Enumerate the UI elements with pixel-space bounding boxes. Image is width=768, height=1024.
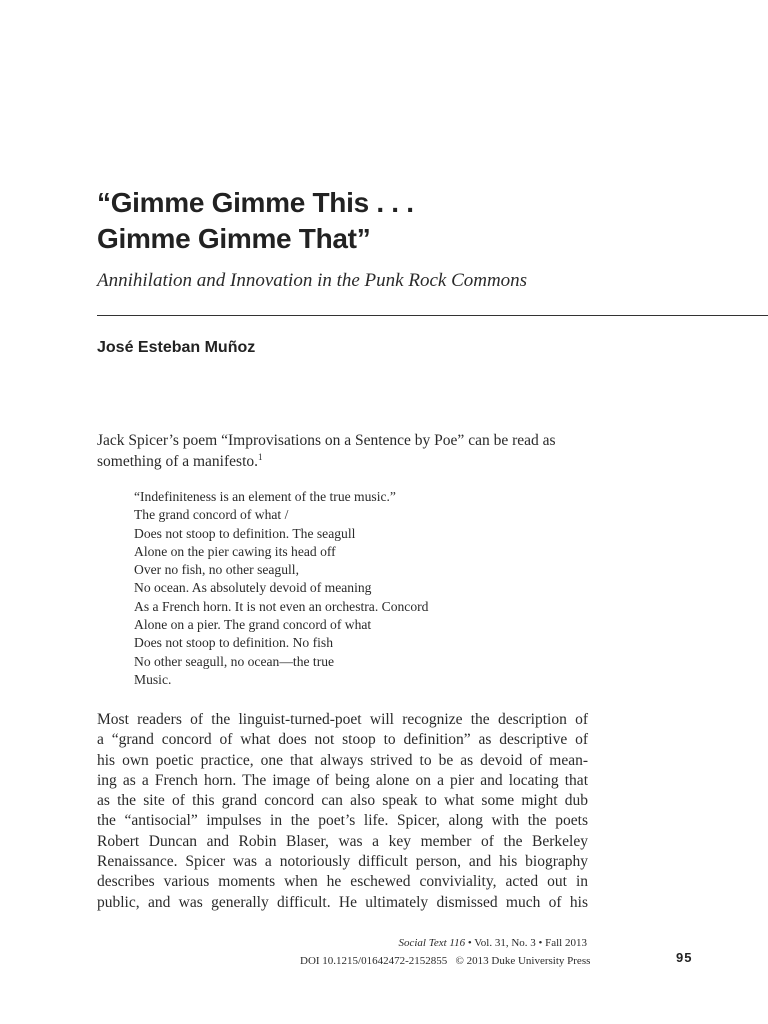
poem-block-quote [134, 488, 428, 689]
body-line: Most readers of the linguist-turned-poet will recognize the description of [97, 711, 588, 728]
poem-line: The grand concord of what / [134, 507, 289, 523]
poem-line: No ocean. As absolutely devoid of meaning [134, 580, 372, 596]
body-line: a “grand concord of what does not stoop to definition” as descriptive of [97, 731, 588, 749]
intro-line-2 [97, 451, 592, 472]
doi: DOI 10.1215/01642472-2152855 [300, 955, 448, 967]
article-subtitle: Annihilation and Innovation in the Punk Rock Commons [97, 270, 528, 291]
copyright: © 2013 Duke University Press [455, 955, 591, 967]
poem-line: Alone on a pier. The grand concord of what [134, 617, 372, 633]
poem-line: Over no fish, no other seagull, [134, 562, 299, 578]
body-line: ing as a French horn. The image of being alone on a pier and locating that [97, 771, 588, 789]
journal-issue: • Vol. 31, No. 3 • Fall 2013 [465, 937, 587, 949]
intro-line-1: Jack Spicer’s poem “Improvisations on a Sentence by Poe” can be read as [97, 432, 556, 449]
poem-line: Music. [134, 671, 172, 687]
article-title-line-1: “Gimme Gimme This . . . [97, 187, 414, 218]
poem-line: No other seagull, no ocean—the true [134, 653, 335, 669]
body-line: describes various moments when he eschewed conviviality, acted out in [97, 873, 588, 891]
article-title [97, 185, 414, 257]
title-divider [97, 315, 768, 316]
author-name: José Esteban Muñoz [97, 339, 256, 356]
body-line: as the site of this grand concord can also speak to what some might dub [97, 792, 588, 810]
poem-line: Does not stoop to definition. No fish [134, 635, 333, 651]
journal-name: Social Text 116 [398, 937, 466, 949]
journal-issue-line [300, 934, 587, 952]
poem-line: Alone on the pier cawing its head off [134, 543, 336, 559]
doi-line [300, 952, 591, 970]
body-line: the “antisocial” impulses in the poet’s life. Spicer, along with the poets [97, 812, 588, 830]
body-line: his own poetic practice, one that always strived to be as devoid of mean- [97, 751, 588, 769]
body-paragraph [97, 710, 588, 913]
page-number: 95 [676, 950, 693, 965]
poem-line: As a French horn. It is not even an orchestra. Concord [134, 598, 429, 614]
body-line: Robert Duncan and Robin Blaser, was a key member of the Berkeley [97, 832, 588, 850]
body-line: public, and was generally difficult. He ultimately dismissed much of his [97, 893, 588, 911]
footnote-marker[interactable]: 1 [258, 451, 263, 462]
intro-paragraph [97, 430, 592, 472]
poem-line: Does not stoop to definition. The seagull [134, 525, 356, 541]
body-line: Renaissance. Spicer was a notoriously difficult person, and his biography [97, 853, 588, 871]
poem-line: “Indefiniteness is an element of the true music.” [134, 489, 396, 504]
article-title-line-2: Gimme Gimme That” [97, 223, 371, 254]
intro-line-2-text: something of a manifesto. [97, 453, 258, 470]
journal-citation [300, 934, 591, 970]
